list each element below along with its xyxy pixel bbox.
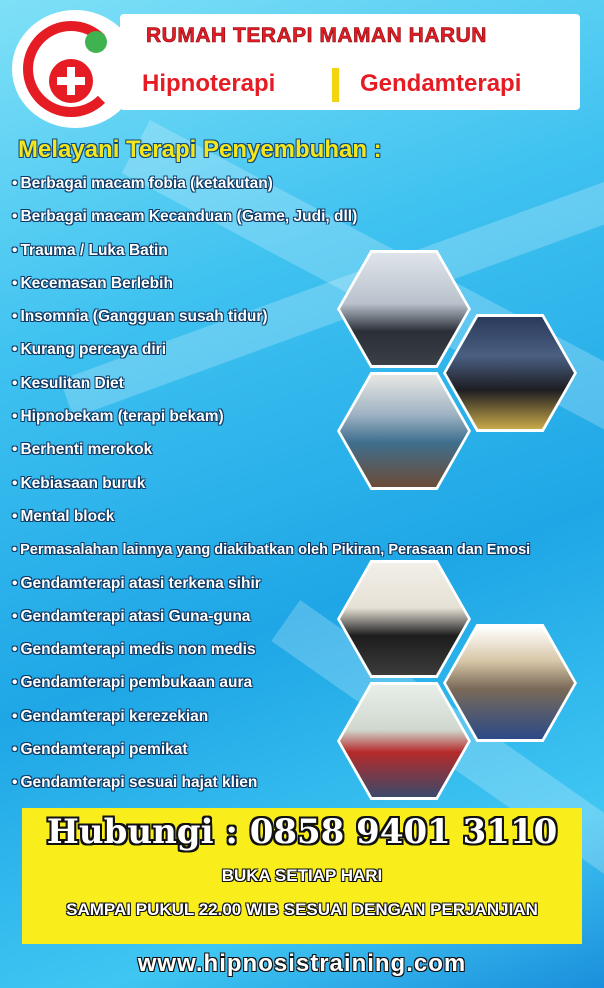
website-link[interactable]: www.hipnosistraining.com	[137, 950, 467, 977]
bullet-dot-icon: •	[12, 274, 18, 292]
list-item: • Gendamterapi atasi terkena sihir	[12, 572, 530, 605]
bullet-dot-icon: •	[12, 408, 18, 426]
bullet-dot-icon: •	[12, 507, 18, 525]
bullet-dot-icon: •	[12, 542, 18, 559]
list-item: • Berhenti merokok	[12, 438, 530, 471]
logo-head-dot	[85, 31, 107, 53]
brand-title: RUMAH TERAPI MAMAN HARUN	[146, 24, 487, 47]
service-divider	[332, 68, 339, 102]
bullet-dot-icon: •	[12, 341, 18, 359]
service-hipnoterapi: Hipnoterapi	[142, 70, 276, 97]
bullet-dot-icon: •	[12, 474, 18, 492]
bullet-dot-icon: •	[12, 574, 18, 592]
logo-cross-horizontal	[57, 77, 85, 85]
list-item: • Gendamterapi medis non medis	[12, 638, 530, 671]
bullet-dot-icon: •	[12, 175, 18, 192]
list-item: • Kecemasan Berlebih	[12, 272, 530, 305]
list-item: • Permasalahan lainnya yang diakibatkan oleh Pikiran, Perasaan dan Emosi	[12, 538, 530, 571]
logo-heart-cross-icon	[12, 10, 138, 128]
bullet-dot-icon: •	[12, 441, 18, 459]
list-item: • Kebiasaan buruk	[12, 472, 530, 505]
list-item: • Insomnia (Gangguan susah tidur)	[12, 305, 530, 338]
bullet-dot-icon: •	[12, 607, 18, 625]
list-item: • Kurang percaya diri	[12, 338, 530, 371]
list-item: • Gendamterapi pemikat	[12, 738, 530, 771]
opening-days: BUKA SETIAP HARI	[221, 866, 383, 885]
list-item: • Gendamterapi atasi Guna-guna	[12, 605, 530, 638]
list-item: • Gendamterapi pembukaan aura	[12, 671, 530, 704]
bullet-dot-icon: •	[12, 374, 18, 392]
services-heading: Melayani Terapi Penyembuhan :	[18, 136, 382, 163]
contact-phone[interactable]: Hubungi : 0858 9401 3110	[46, 812, 558, 852]
list-item: • Gendamterapi sesuai hajat klien	[12, 771, 530, 804]
bullet-dot-icon: •	[12, 741, 18, 759]
contact-banner	[22, 808, 582, 944]
list-item: • Berbagai macam fobia (ketakutan)	[12, 172, 530, 205]
service-gendamterapi: Gendamterapi	[360, 70, 522, 97]
bullet-dot-icon: •	[12, 674, 18, 692]
list-item: • Kesulitan Diet	[12, 372, 530, 405]
bullet-dot-icon: •	[12, 641, 18, 659]
list-item: • Berbagai macam Kecanduan (Game, Judi, dll)	[12, 205, 530, 238]
list-item: • Mental block	[12, 505, 530, 538]
list-item: • Trauma / Luka Batin	[12, 239, 530, 272]
bullet-dot-icon: •	[12, 707, 18, 725]
list-item: • Hipnobekam (terapi bekam)	[12, 405, 530, 438]
list-item: • Gendamterapi kerezekian	[12, 705, 530, 738]
opening-hours: SAMPAI PUKUL 22.00 WIB SESUAI DENGAN PERJANJIAN	[66, 900, 538, 919]
bullet-dot-icon: •	[12, 774, 18, 792]
bullet-dot-icon: •	[12, 308, 18, 326]
bullet-dot-icon: •	[12, 241, 18, 259]
bullet-dot-icon: •	[12, 208, 18, 226]
